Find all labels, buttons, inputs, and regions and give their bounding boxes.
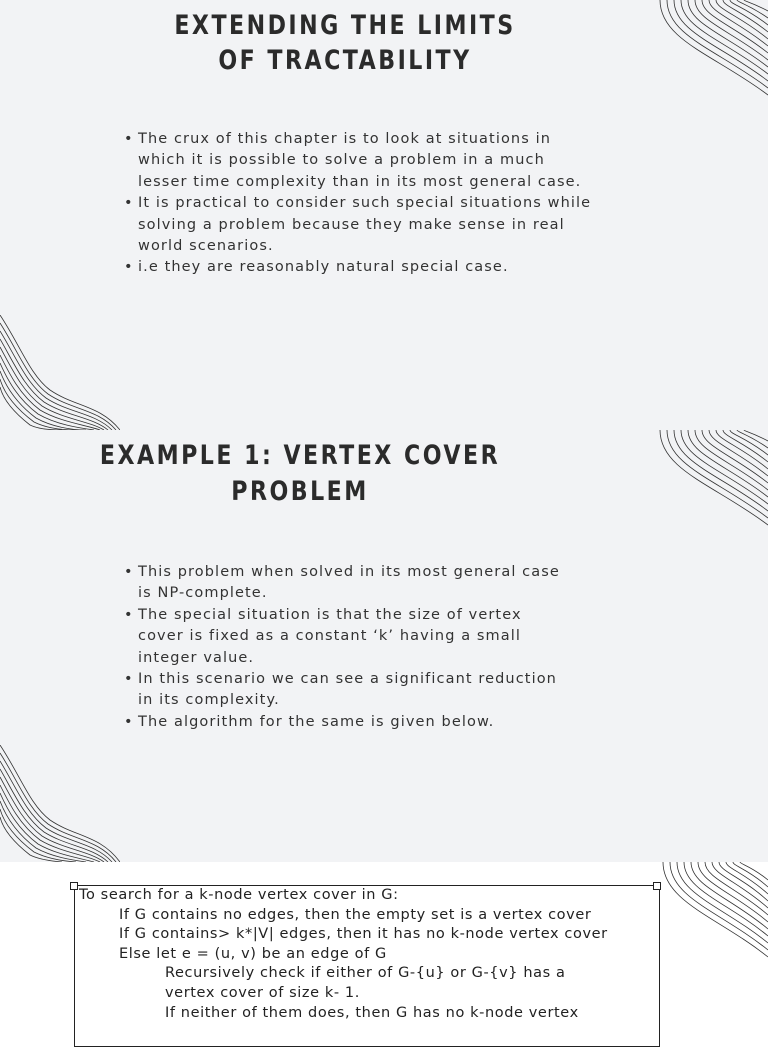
list-item: • This problem when solved in its most general case is NP-complete.: [124, 562, 564, 605]
algorithm-line: Else let e = (u, v) be an edge of G: [119, 945, 387, 962]
slide-1-title: [140, 8, 550, 78]
list-item: • In this scenario we can see a significant reduction in its complexity.: [124, 669, 564, 712]
list-item: • The algorithm for the same is given below.: [124, 712, 564, 733]
algorithm-line: Recursively check if either of G-{u} or G-{v} has a: [165, 965, 566, 982]
slide-1-title-line-2: OF TRACTABILITY: [218, 45, 472, 76]
algorithm-line: vertex cover of size k- 1.: [165, 984, 360, 1001]
algorithm-line: If G contains no edges, then the empty set is a vertex cover: [119, 906, 592, 923]
wave-decoration-bottom-left: [0, 745, 120, 862]
slide-2-bullet-list: [124, 562, 564, 733]
list-item: • The crux of this chapter is to look at situations in which it is possible to solve a problem in a much lesser time complexity than in its most general case.: [124, 129, 594, 193]
slide-2-title-line-2: PROBLEM: [231, 476, 369, 507]
algorithm-line: To search for a k-node vertex cover in G:: [79, 887, 399, 903]
wave-decoration-top-right: [658, 862, 768, 962]
list-item: • It is practical to consider such special situations while solving a problem because they make sense in real world scenarios.: [124, 193, 594, 257]
slide-2-title-line-1: EXAMPLE 1: VERTEX COVER: [99, 440, 501, 471]
wave-decoration-top-right: [655, 430, 768, 530]
list-item: • The special situation is that the size of vertex cover is fixed as a constant ‘k’ having a small integer value.: [124, 605, 564, 669]
slide-1-title-line-1: EXTENDING THE LIMITS: [174, 10, 516, 41]
resize-handle-top-right[interactable]: [653, 882, 661, 890]
algorithm-text-box[interactable]: [74, 885, 660, 1047]
list-item: • i.e they are reasonably natural special case.: [124, 257, 594, 278]
slide-2-title: [95, 438, 505, 510]
slide-1-bullet-list: [124, 129, 594, 279]
wave-decoration-bottom-left: [0, 315, 120, 430]
resize-handle-top-left[interactable]: [70, 882, 78, 890]
wave-decoration-top-right: [655, 0, 768, 100]
algorithm-line: If neither of them does, then G has no k-node vertex: [165, 1004, 579, 1021]
algorithm-line: If G contains> k*|V| edges, then it has no k-node vertex cover: [119, 926, 608, 943]
